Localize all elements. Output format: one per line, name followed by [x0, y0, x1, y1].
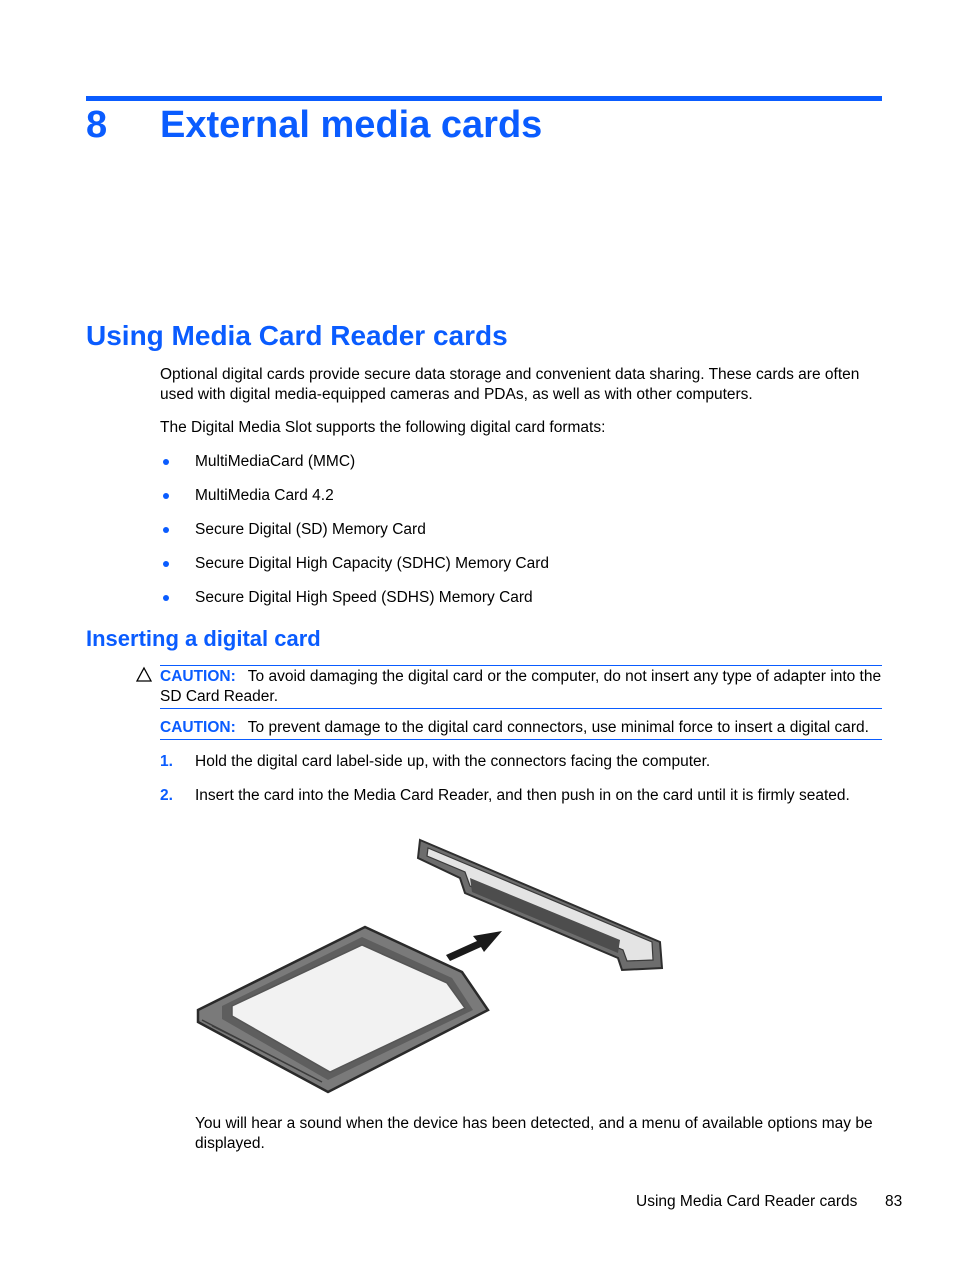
page-number: 83 [885, 1193, 903, 1210]
detection-note: You will hear a sound when the device has been detected, and a menu of available options may be displayed. [195, 1115, 873, 1152]
chapter-number: 8 [86, 104, 108, 146]
formats-intro: The Digital Media Slot supports the following digital card formats: [160, 419, 606, 436]
warning-triangle-icon [135, 666, 153, 684]
insert-arrow-icon [446, 931, 502, 961]
list-item: MultiMediaCard (MMC) [160, 452, 882, 486]
bullet-icon [163, 493, 169, 499]
section-title: Using Media Card Reader cards [86, 320, 508, 351]
list-item: MultiMedia Card 4.2 [160, 486, 882, 520]
chapter-title: External media cards [160, 104, 543, 146]
step-item [160, 752, 882, 786]
steps-list [160, 752, 882, 820]
subsection-title: Inserting a digital card [86, 626, 321, 651]
intro-paragraph: Optional digital cards provide secure data storage and convenient data sharing. These cards are often used with digital media-equipped cameras and PDAs, as well as with other computers. [160, 366, 860, 403]
caution-text: To avoid damaging the digital card or the computer, do not insert any type of adapter into the SD Card Reader. [160, 668, 882, 705]
step-text: Insert the card into the Media Card Reader, and then push in on the card until it is firmly seated. [195, 787, 850, 804]
formats-list [160, 452, 882, 622]
caution-label: CAUTION: [160, 719, 236, 736]
card-reader-slot-icon [418, 840, 662, 970]
step-text: Hold the digital card label-side up, with the connectors facing the computer. [195, 753, 711, 770]
footer-section-title: Using Media Card Reader cards [636, 1193, 858, 1210]
caution-notice [160, 718, 882, 740]
list-item: Secure Digital (SD) Memory Card [160, 520, 882, 554]
caution-label: CAUTION: [160, 668, 236, 685]
bullet-icon [163, 561, 169, 567]
step-item [160, 786, 882, 820]
bullet-icon [163, 459, 169, 465]
list-item: Secure Digital High Capacity (SDHC) Memory Card [160, 554, 882, 588]
bullet-icon [163, 527, 169, 533]
sd-card-icon [198, 927, 488, 1092]
caution-text: To prevent damage to the digital card connectors, use minimal force to insert a digital card. [247, 719, 869, 736]
list-item: Secure Digital High Speed (SDHS) Memory Card [160, 588, 882, 622]
step-number: 2. [160, 787, 173, 804]
bullet-icon [163, 595, 169, 601]
step-number: 1. [160, 753, 173, 770]
card-insertion-illustration [190, 830, 670, 1100]
caution-notice [160, 665, 882, 709]
